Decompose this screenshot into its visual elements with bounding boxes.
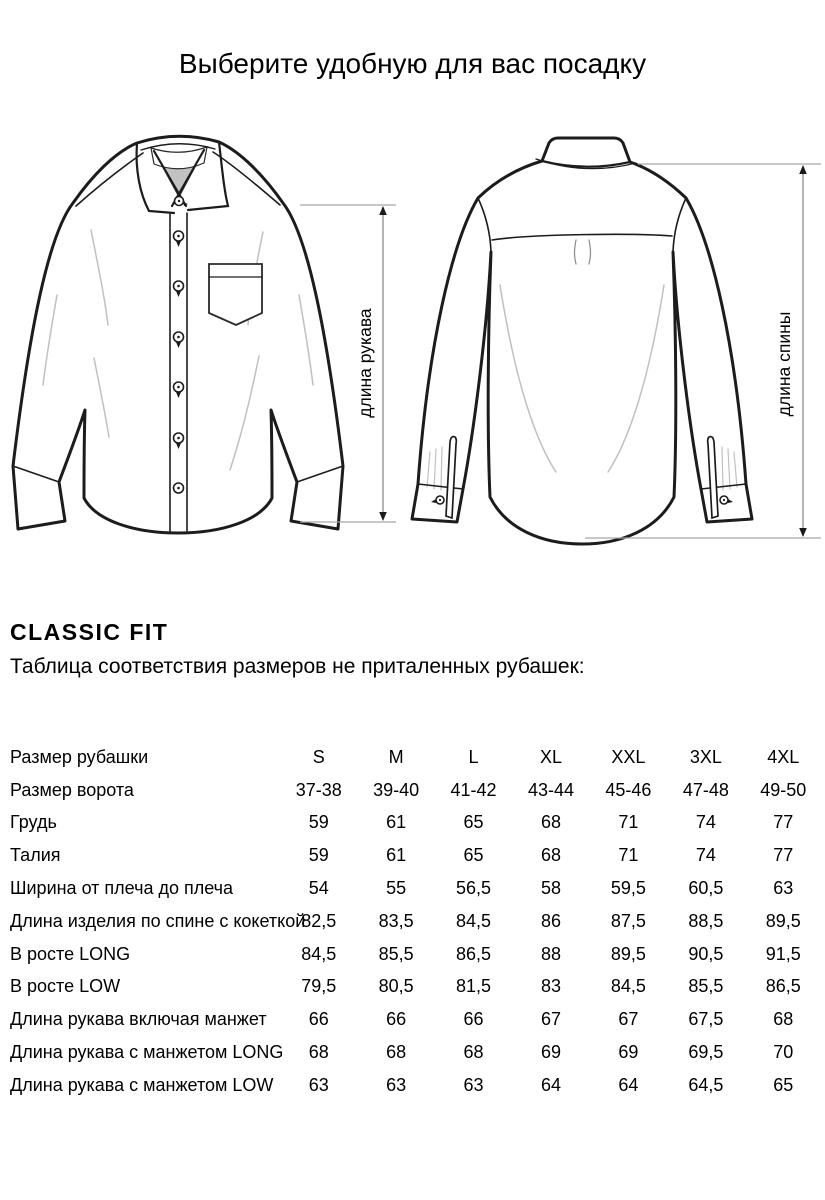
table-cell: 60,5 (688, 878, 724, 899)
table-cell: 61 (386, 845, 407, 866)
table-cell: 58 (540, 878, 561, 899)
table-cell: 56,5 (456, 878, 492, 899)
table-cell: XL (539, 746, 562, 767)
table-cell: 89,5 (765, 910, 801, 931)
table-row (10, 971, 822, 1004)
table-cell: 67,5 (688, 1009, 724, 1030)
front-shirt-drawing (13, 136, 343, 533)
table-cell: 88,5 (688, 910, 724, 931)
table-cell: 81,5 (456, 976, 492, 997)
table-row (10, 741, 822, 774)
table-cell: 88 (540, 943, 561, 964)
table-cell: 84,5 (456, 910, 492, 931)
table-cell: 64 (618, 1074, 639, 1095)
table-cell: 37-38 (295, 779, 342, 800)
table-cell: 43-44 (527, 779, 575, 800)
back-length-label: длина спины (774, 311, 794, 417)
table-cell: 68 (308, 1042, 329, 1063)
table-cell: 66 (386, 1009, 407, 1030)
table-cell: 83,5 (378, 910, 414, 931)
table-cell: 66 (308, 1009, 329, 1030)
table-cell: 77 (773, 845, 794, 866)
table-cell: 84,5 (301, 943, 337, 964)
row-label: В росте LONG (10, 943, 131, 964)
table-row (10, 905, 822, 938)
row-label: Длина рукава с манжетом LONG (10, 1042, 284, 1063)
table-cell: 71 (618, 812, 639, 833)
row-label: Грудь (10, 812, 57, 833)
row-label: Длина рукава с манжетом LOW (10, 1074, 274, 1095)
fit-subtitle: Таблица соответствия размеров не приталенных рубашек: (10, 655, 585, 678)
row-label: Длина рукава включая манжет (10, 1009, 267, 1030)
table-cell: 68 (386, 1042, 407, 1063)
table-cell: 68 (463, 1042, 484, 1063)
table-cell: 39-40 (373, 779, 420, 800)
table-cell: 70 (773, 1042, 794, 1063)
table-cell: 89,5 (610, 943, 646, 964)
table-row (10, 872, 822, 905)
chest-pocket (209, 264, 262, 325)
table-cell: 86,5 (456, 943, 492, 964)
sleeve-length-label: длина рукава (355, 308, 375, 418)
back-shirt-silhouette (412, 138, 752, 544)
table-cell: 79,5 (301, 976, 337, 997)
table-row (10, 774, 822, 807)
fit-heading: CLASSIC FIT (10, 619, 169, 645)
page-title: Выберите удобную для вас посадку (178, 48, 647, 79)
table-cell: 65 (463, 812, 484, 833)
table-cell: M (388, 746, 404, 767)
table-cell: 45-46 (605, 779, 652, 800)
table-row (10, 1036, 822, 1069)
table-cell: 63 (773, 878, 794, 899)
table-row (10, 839, 822, 872)
row-label: Размер рубашки (10, 746, 149, 767)
table-cell: XXL (611, 746, 646, 767)
row-label: Ширина от плеча до плеча (10, 878, 234, 899)
table-cell: 74 (695, 812, 716, 833)
table-cell: 86,5 (765, 976, 801, 997)
table-cell: 67 (618, 1009, 639, 1030)
table-cell: 84,5 (610, 976, 646, 997)
table-cell: 4XL (767, 746, 800, 767)
row-label: Талия (10, 845, 61, 866)
table-cell: 64 (540, 1074, 561, 1095)
table-cell: 47-48 (682, 779, 729, 800)
table-cell: 63 (308, 1074, 329, 1095)
table-cell: 69 (618, 1042, 639, 1063)
row-label: В росте LOW (10, 976, 121, 997)
table-cell: 55 (386, 878, 407, 899)
table-cell: 91,5 (765, 943, 801, 964)
table-cell: 86 (540, 910, 561, 931)
table-cell: 82,5 (301, 910, 337, 931)
row-label: Размер ворота (10, 779, 134, 800)
table-row (10, 1003, 822, 1036)
table-cell: S (312, 746, 325, 767)
table-cell: 59 (308, 845, 329, 866)
table-cell: 65 (773, 1074, 794, 1095)
table-cell: 68 (773, 1009, 794, 1030)
size-table (10, 741, 822, 1102)
table-row (10, 1069, 822, 1102)
table-cell: 3XL (689, 746, 722, 767)
table-cell: 69 (540, 1042, 561, 1063)
back-shirt-drawing (412, 138, 752, 544)
table-cell: 85,5 (688, 976, 724, 997)
table-cell: 80,5 (378, 976, 414, 997)
table-cell: 71 (618, 845, 639, 866)
table-cell: 63 (386, 1074, 407, 1095)
table-cell: 64,5 (688, 1074, 724, 1095)
table-cell: 41-42 (450, 779, 497, 800)
table-cell: 85,5 (378, 943, 414, 964)
table-cell: 68 (540, 845, 561, 866)
table-cell: 83 (540, 976, 561, 997)
table-cell: 61 (386, 812, 407, 833)
table-cell: 77 (773, 812, 794, 833)
table-cell: 69,5 (688, 1042, 724, 1063)
table-cell: 59,5 (610, 878, 646, 899)
table-cell: 74 (695, 845, 716, 866)
table-row (10, 807, 822, 840)
table-cell: 49-50 (760, 779, 807, 800)
table-row (10, 938, 822, 971)
table-cell: L (468, 746, 479, 767)
table-cell: 59 (308, 812, 329, 833)
table-cell: 63 (463, 1074, 484, 1095)
table-cell: 67 (540, 1009, 561, 1030)
table-cell: 66 (463, 1009, 484, 1030)
table-cell: 68 (540, 812, 561, 833)
table-cell: 54 (308, 878, 329, 899)
table-cell: 65 (463, 845, 484, 866)
row-label: Длина изделия по спине с кокеткой (10, 910, 306, 931)
table-cell: 87,5 (610, 910, 646, 931)
table-cell: 90,5 (688, 943, 724, 964)
